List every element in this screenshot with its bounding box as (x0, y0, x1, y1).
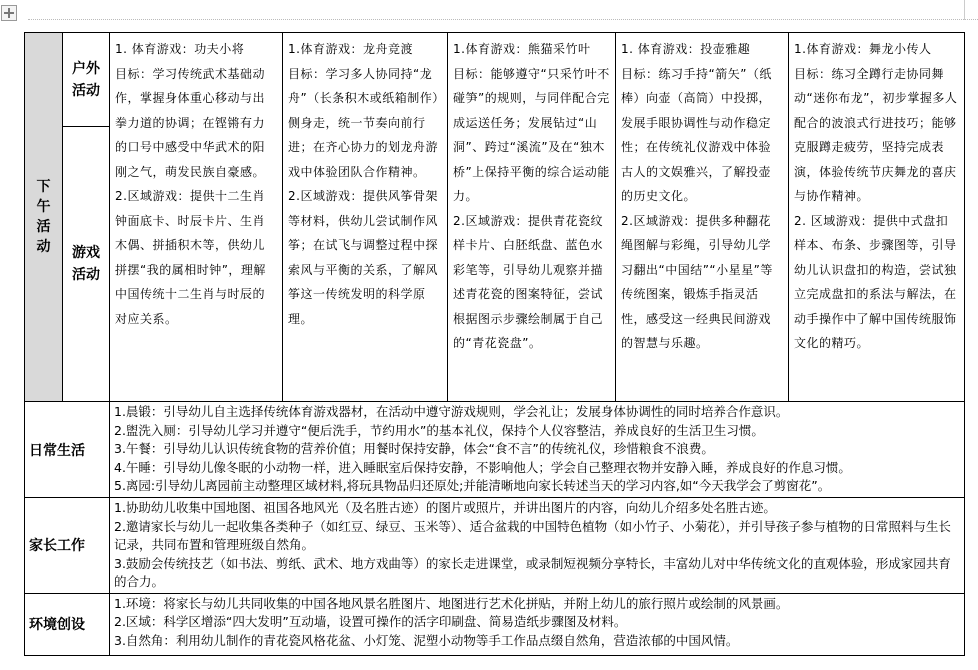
family-work-label: 家长工作 (25, 498, 110, 594)
daily-life-line: 2.盥洗入厕：引导幼儿学习并遵守“便后洗手，节约用水”的基本礼仪，保持个人仪容整洁，养成良好的生活卫生习惯。 (114, 422, 764, 438)
sports-game-goal: 目标：练习全蹲行走协同舞动“迷你布龙”，初步掌握多人配合的波浪式行进技巧；能够克服蹲走疲劳，坚持完成表演，体验传统节庆舞龙的喜庆与协作精神。 (794, 66, 958, 203)
family-work-line: 2.邀请家长与幼儿一起收集各类种子（如红豆、绿豆、玉米等）、适合盆栽的中国特色植物（如小竹子、小菊花），并引导孩子参与植物的日常照料与生长记录，共同布置和管理班级自然角。 (114, 518, 951, 552)
daily-life-line: 5.离园:引导幼儿离园前主动整理区域材料,将玩具物品归还原处;并能清晰地向家长转述当天的学习内容,如“今天我学会了剪窗花”。 (114, 478, 831, 493)
page-margin-corner (964, 0, 965, 20)
editor-top-margin (0, 0, 978, 28)
daily-life-row (25, 402, 965, 498)
afternoon-column-4 (616, 33, 789, 402)
family-work-line: 1.协助幼儿收集中国地图、祖国各地风光（及名胜古迹）的图片或照片，并讲出图片的内容，向幼儿介绍多处名胜古迹。 (114, 500, 776, 515)
area-game: 2.区域游戏：提供风筝骨架等材料，供幼儿尝试制作风筝；在试飞与调整过程中探索风与平衡的关系，了解风筝这一传统发明的科学原理。 (288, 189, 439, 326)
family-work-row (25, 498, 965, 594)
environment-line: 2.区域：科学区增添“四大发明”互动墙，设置可操作的活字印刷盘、简易造纸步骤图及材料。 (114, 614, 627, 629)
sports-game-title: 1.体育游戏：熊猫采竹叶 (453, 42, 591, 56)
sports-game-goal: 目标：学习传统武术基础动作，掌握身体重心移动与出拳力道的协调；在铿锵有力的口号中感受中华武术的阳刚之气，萌发民族自豪感。 (115, 66, 266, 179)
right-margin (966, 28, 978, 670)
sports-game-title: 1.体育游戏：龙舟竞渡 (288, 42, 413, 56)
table-move-handle-icon[interactable] (1, 5, 17, 21)
area-game: 2. 区域游戏：提供中式盘扣样本、布条、步骤图等，引导幼儿认识盘扣的构造，尝试独立完成盘扣的系法与解法，在动手操作中了解中国传统服饰文化的精巧。 (794, 213, 957, 350)
sports-game-title: 1. 体育游戏：投壶雅趣 (621, 42, 751, 56)
afternoon-column-3 (448, 33, 616, 402)
sports-game-title: 1.体育游戏：舞龙小传人 (794, 42, 932, 56)
environment-label: 环境创设 (25, 593, 110, 655)
sports-game-goal: 目标：能够遵守“只采竹叶不碰笋”的规则，与同伴配合完成运送任务；发展钻过“山洞”、跨过“溪流”及在“独木桥”上保持平衡的综合运动能力。 (453, 66, 610, 203)
sports-game-goal: 目标：练习手持“箭矢”（纸棒）向壶（高筒）中投掷，发展手眼协调性与动作稳定性；在传统礼仪游戏中体验古人的文娱雅兴，了解投壶的历史文化。 (621, 66, 772, 203)
environment-row (25, 593, 965, 655)
environment-line: 1.环境：将家长与幼儿共同收集的中国各地风景名胜图片、地图进行艺术化拼贴，并附上幼儿的旅行照片或绘制的风景画。 (114, 595, 789, 611)
daily-life-content (110, 402, 965, 498)
daily-life-line: 1.晨锻：引导幼儿自主选择传统体育游戏器材，在活动中遵守游戏规则，学会礼让；发展身体协调性的同时培养合作意识。 (114, 404, 789, 419)
family-work-line: 3.鼓励会传统技艺（如书法、剪纸、武术、地方戏曲等）的家长走进课堂，或录制短视频分享特长，丰富幼儿对中华传统文化的直观体验，形成家园共育的合力。 (114, 555, 951, 589)
weekly-plan-table (24, 32, 965, 656)
daily-life-label: 日常生活 (25, 402, 110, 498)
afternoon-activity-label: 下午活动 (25, 33, 63, 402)
family-work-content (110, 498, 965, 594)
environment-content (110, 593, 965, 655)
sports-game-goal: 目标：学习多人协同持“龙舟”（长条积木或纸箱制作）侧身走，统一节奏向前行进；在齐心协力的划龙舟游戏中体验团队合作精神。 (288, 66, 439, 179)
daily-life-line: 4.午睡：引导幼儿像冬眠的小动物一样，进入睡眠室后保持安静，不影响他人；学会自己整理衣物并安静入睡，养成良好的作息习惯。 (114, 459, 851, 475)
environment-line: 3.自然角：利用幼儿制作的青花瓷风格花盆、小灯笼、泥塑小动物等手工作品点缀自然角，营造浓郁的中国风情。 (114, 632, 739, 648)
afternoon-row-outdoor (25, 33, 965, 127)
sports-game-title: 1. 体育游戏：功夫小将 (115, 42, 245, 56)
daily-life-line: 3.午餐：引导幼儿认识传统食物的营养价值；用餐时保持安静，体会“食不言”的传统礼仪，珍惜粮食不浪费。 (114, 441, 714, 456)
afternoon-column-2 (283, 33, 448, 402)
afternoon-column-5 (789, 33, 965, 402)
page-margin-guide (28, 19, 978, 20)
afternoon-column-1 (110, 33, 283, 402)
outdoor-activity-label: 户外活动 (63, 33, 110, 127)
area-game: 2.区域游戏：提供青花瓷纹样卡片、白胚纸盘、蓝色水彩笔等，引导幼儿观察并描述青花瓷的图案特征，尝试根据图示步骤绘制属于自己的“青花瓷盘”。 (453, 213, 604, 350)
area-game: 2.区域游戏：提供十二生肖钟面底卡、时辰卡片、生肖木偶、拼插积木等，供幼儿拼摆“我的属相时钟”，理解中国传统十二生肖与时辰的对应关系。 (115, 189, 266, 326)
area-game: 2.区域游戏：提供多种翻花绳图解与彩绳，引导幼儿学习翻出“中国结”“小星星”等传统图案，锻炼手指灵活性，感受这一经典民间游戏的智慧与乐趣。 (621, 213, 773, 350)
game-activity-label: 游戏活动 (63, 127, 110, 402)
